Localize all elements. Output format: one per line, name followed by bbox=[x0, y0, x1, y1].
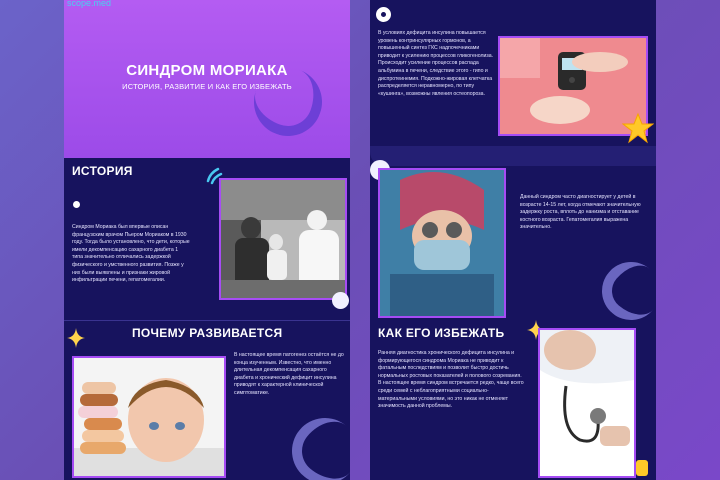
prevent-text: Ранняя диагностика хронического дефицита инсулина и формирующегося синдрома Мориака не приводит к фатальным последствиям и позволит быстро достичь нормальных ростовых показателей и полового созревания. В настоящее время синдром встречается редко, чаще всего среди семей с неблагоприятными социально-материальными условиями, но это никак не отменяет значимость данной проблемы. bbox=[378, 350, 524, 410]
section-divider bbox=[64, 320, 350, 321]
child-donuts-photo bbox=[72, 356, 226, 478]
diagnosis-text: Данный синдром часто диагностирует у детей в возрасте 14-15 лет, когда отмечают значительную задержку роста, вплоть до нанизма и отставание костного возраста. Гепатомегалия выражена значительно. bbox=[520, 194, 641, 231]
crescent-decoration bbox=[590, 250, 656, 332]
doctor-stethoscope-photo bbox=[538, 328, 636, 478]
why-heading: ПОЧЕМУ РАЗВИВАЕТСЯ bbox=[132, 326, 283, 340]
brand-logo: scope.med bbox=[67, 0, 112, 8]
dot-decoration bbox=[73, 201, 80, 208]
crescent-decoration bbox=[279, 405, 350, 480]
ring-decoration bbox=[376, 7, 391, 22]
insulin-text: В условиях дефицита инсулина повышается уровень контринсулярных гормонов, а повышенный синтез ГКС надпочечниками приводит к усилению процессов гликогенолиза. Происходит усиление процессов распада альбумина в печени, следствие этого - гипо и диспротеинемия. Подкожно-жировая клетчатка распределяется неравномерно, по типу «кушинга», возможны явления остеопороза. bbox=[378, 30, 494, 97]
star-icon bbox=[622, 112, 654, 144]
hand-decoration bbox=[636, 460, 648, 476]
history-heading: ИСТОРИЯ bbox=[72, 164, 133, 178]
left-panel bbox=[64, 0, 350, 480]
surgeon-photo bbox=[378, 168, 506, 318]
dot-decoration bbox=[332, 292, 349, 309]
hero-banner bbox=[64, 0, 350, 158]
history-text: Синдром Мориака был впервые описан французским врачом Пьером Мориаком в 1930 году. Тогда было установлено, что дети, которые имели декомпенсацию сахарного диабета 1 типа значительно отличались задержкой физического и умственного развития. Позже у них были выявлены и признаки жировой инфильтрации печени, гепатомегалии. bbox=[72, 224, 190, 284]
why-text: В настоящее время патогенез остаётся не до конца изученным. Известно, что именно длительная декомпенсация сахарного диабета и хронический дефицит инсулина приводят к характерной клинической симптоматике. bbox=[234, 352, 344, 396]
history-photo bbox=[219, 178, 347, 300]
star-sparkle-icon bbox=[67, 328, 85, 348]
page-title: СИНДРОМ МОРИАКА bbox=[126, 62, 288, 79]
section-band bbox=[370, 146, 656, 166]
right-panel bbox=[370, 0, 656, 480]
prevent-heading: КАК ЕГО ИЗБЕЖАТЬ bbox=[378, 326, 505, 340]
page-subtitle: ИСТОРИЯ, РАЗВИТИЕ И КАК ЕГО ИЗБЕЖАТЬ bbox=[122, 82, 292, 91]
